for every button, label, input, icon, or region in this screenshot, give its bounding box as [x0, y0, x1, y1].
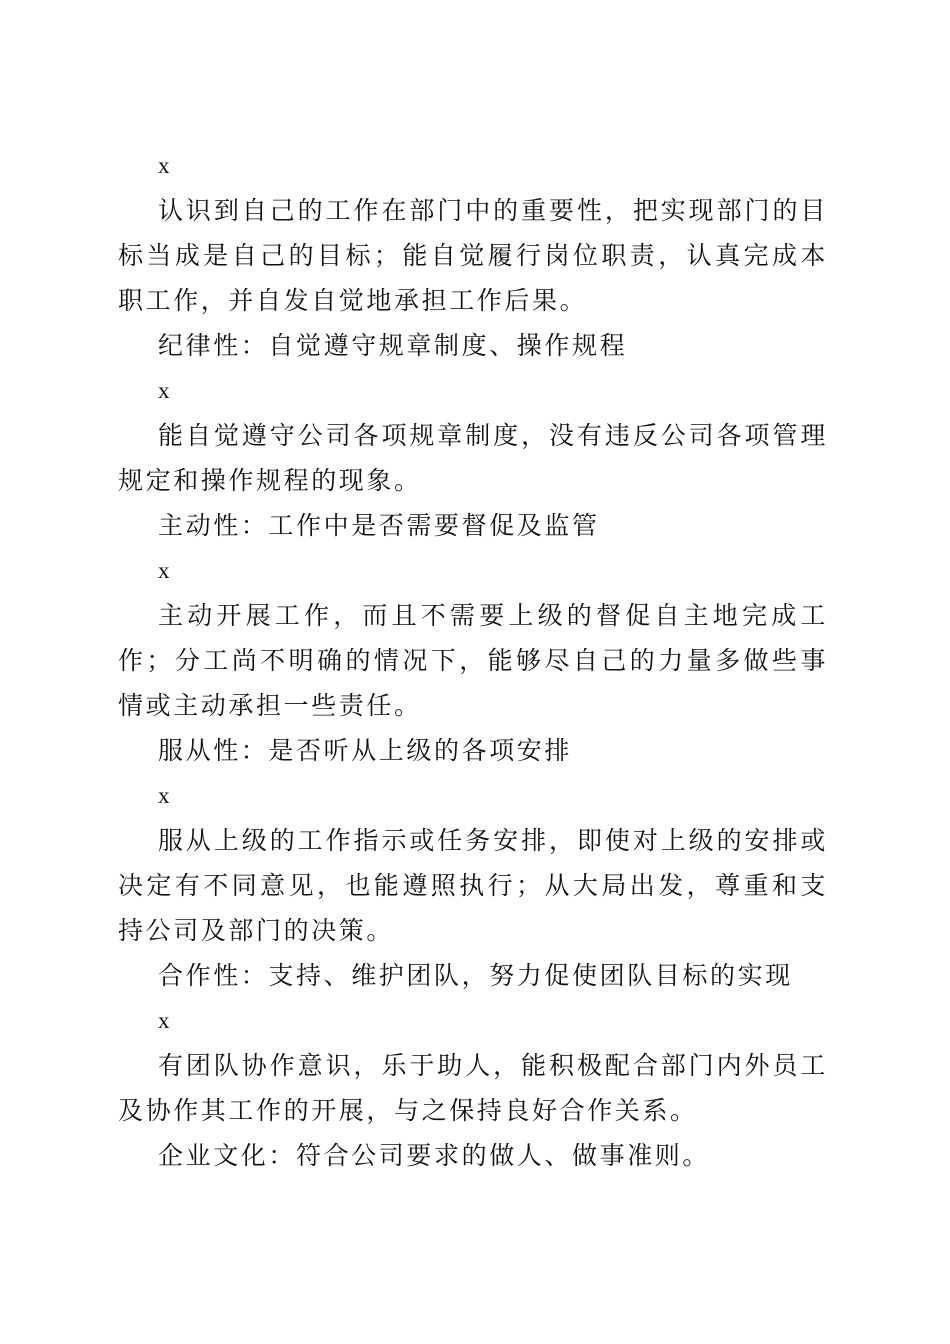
paragraph-discipline-desc: 能自觉遵守公司各项规章制度，没有违反公司各项管理规定和操作规程的现象。: [118, 421, 828, 495]
document-body: [118, 143, 828, 1178]
marker-x: x: [158, 1008, 170, 1033]
paragraph-responsibility-desc: 认识到自己的工作在部门中的重要性，把实现部门的目标当成是自己的目标；能自觉履行岗位职责，认真完成本职工作，并自发自觉地承担工作后果。: [118, 196, 828, 315]
marker-x: x: [158, 558, 170, 583]
heading-discipline: 纪律性：自觉遵守规章制度、操作规程: [158, 331, 628, 360]
marker-x: x: [158, 378, 170, 403]
heading-obedience: 服从性：是否听从上级的各项安排: [158, 736, 573, 765]
paragraph-cooperation-desc: 有团队协作意识，乐于助人，能积极配合部门内外员工及协作其工作的开展，与之保持良好合作关系。: [118, 1051, 828, 1125]
paragraph-initiative-desc: 主动开展工作，而且不需要上级的督促自主地完成工作；分工尚不明确的情况下，能够尽自己的力量多做些事情或主动承担一些责任。: [118, 601, 828, 720]
heading-initiative: 主动性：工作中是否需要督促及监管: [158, 511, 600, 540]
marker-x: x: [158, 153, 170, 178]
heading-cooperation: 合作性：支持、维护团队，努力促使团队目标的实现: [158, 961, 793, 990]
marker-x: x: [158, 783, 170, 808]
paragraph-obedience-desc: 服从上级的工作指示或任务安排，即使对上级的安排或决定有不同意见，也能遵照执行；从大局出发，尊重和支持公司及部门的决策。: [118, 826, 828, 945]
heading-corporate-culture: 企业文化：符合公司要求的做人、做事准则。: [158, 1141, 711, 1170]
